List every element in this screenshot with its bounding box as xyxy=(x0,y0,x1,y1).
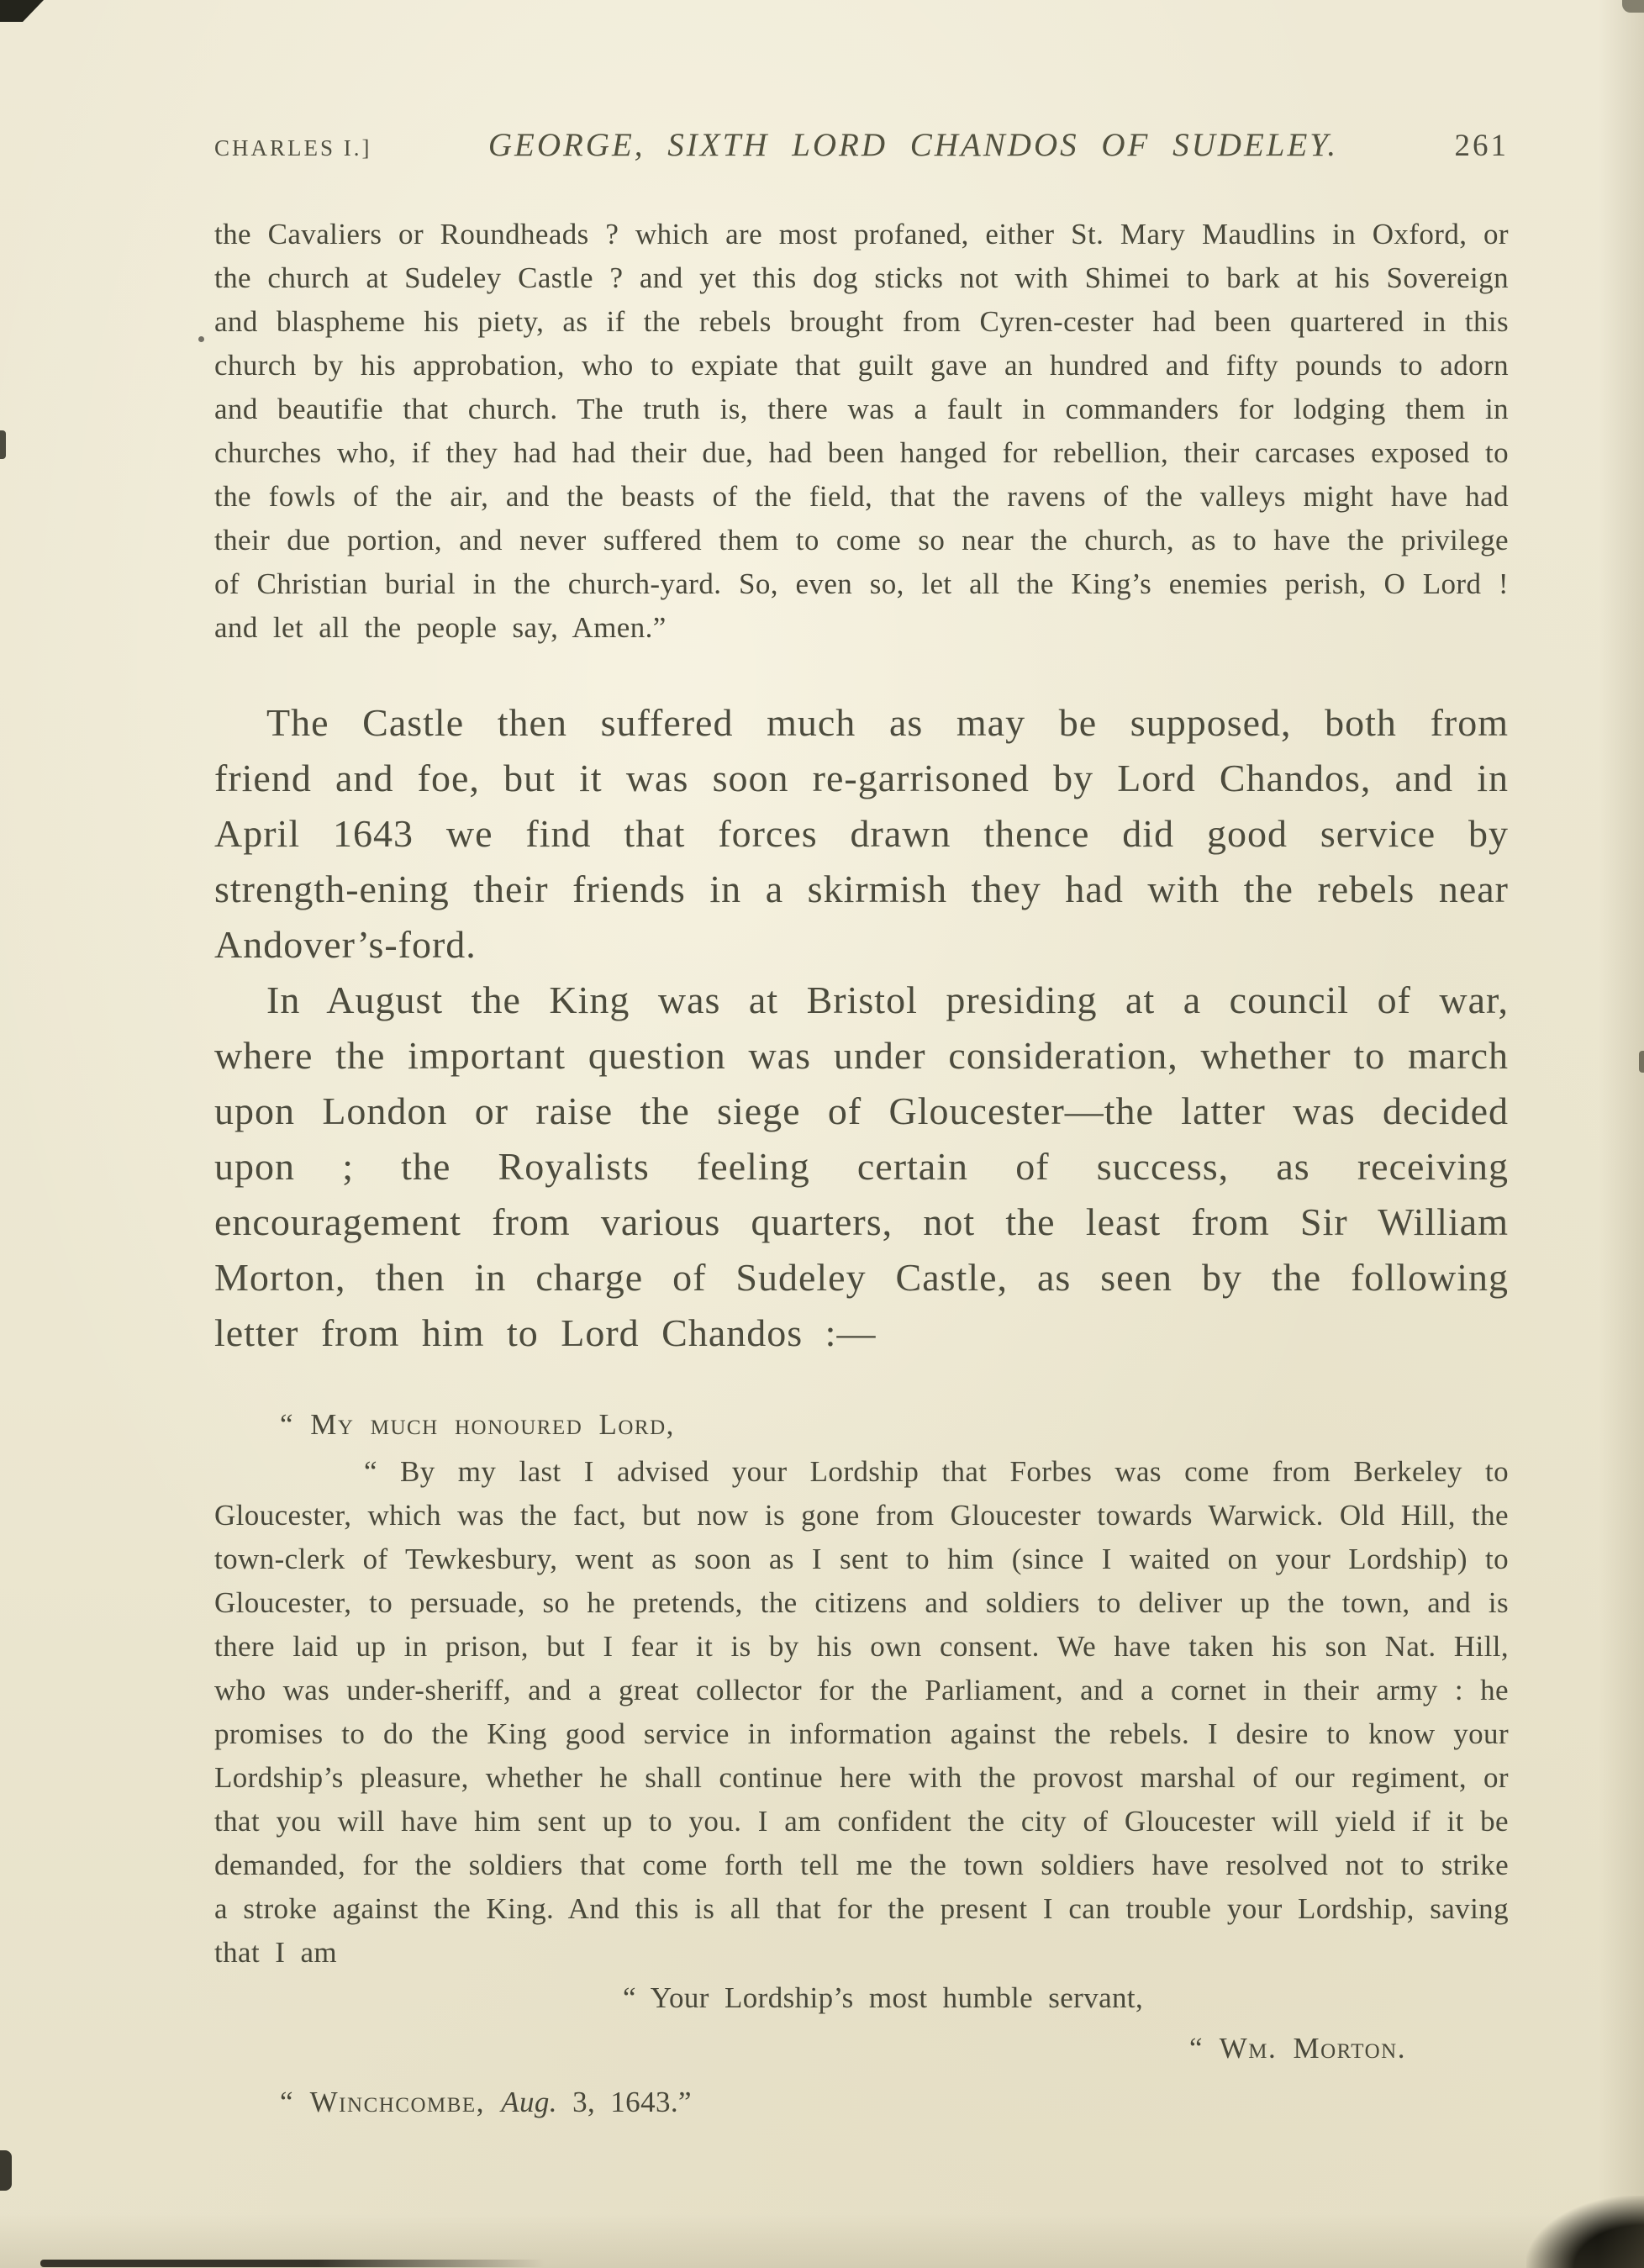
dateline-rest: 3, 1643.” xyxy=(556,2086,692,2118)
letter-salutation: “ My much honoured Lord, xyxy=(280,1408,675,1441)
scan-artifact-corner-bottom-left xyxy=(0,2150,12,2191)
paragraph-august: In August the King was at Bristol presiding at a council of war, where the important question was under consideration, whether to march upon London or raise the siege of Gloucester—the latter was decided upon ; the Royalists feeling certain of success, as receiving encouragement from various quarters, not the least from Sir William Morton, then in charge of Sudeley Castle, as seen by the following letter from him to Lord Chandos :— xyxy=(214,978,1509,1354)
page-header xyxy=(214,0,1509,164)
dateline-month: Aug. xyxy=(501,2086,557,2118)
scan-artifact-corner-top-right xyxy=(1622,0,1644,13)
letter-signature: “ Wm. Morton. xyxy=(1189,2032,1406,2065)
header-chapter-title: GEORGE, SIXTH LORD CHANDOS OF SUDELEY. xyxy=(487,127,1339,163)
paragraph-quote-continuation: the Cavaliers or Roundheads ? which are most profaned, either St. Mary Maudlins in Oxford, or the church at Sudeley Castle ? and yet this dog sticks not with Shimei to bark at his Sovereign and blaspheme his piety, as if the rebels brought from Cyren-cester had been quartered in this church by his approbation, who to expiate that guilt gave an hundred and fifty pounds to adorn and beautifie that church. The truth is, there was a fault in commanders for lodging them in churches who, if they had had their due, had been hanged for rebellion, their carcases exposed to the fowls of the air, and the beasts of the field, that the ravens of the valleys might have had their due portion, and never suffered them to come so near the church, as to have the privilege of Christian burial in the church-yard. So, even so, let all the King’s enemies perish, O Lord ! and let all the people say, Amen.” xyxy=(214,218,1509,644)
scan-artifact-corner-bottom-right xyxy=(1526,2196,1644,2268)
letter-closing: “ Your Lordship’s most humble servant, xyxy=(623,1981,1144,2014)
scan-artifact-right-edge xyxy=(1639,1051,1644,1073)
paragraph-castle: The Castle then suffered much as may be supposed, both from friend and foe, but it was soon re-garrisoned by Lord Chandos, and in April 1643 we find that forces drawn thence did good service by strength-ening their friends in a skirmish they had with the rebels near Andover’s-ford. xyxy=(214,701,1509,966)
morton-letter xyxy=(214,1403,1509,2124)
letter-body: “ By my last I advised your Lordship that Forbes was come from Berkeley to Gloucester, which was the fact, but now is gone from Gloucester towards Warwick. Old Hill, the town-clerk of Tewkesbury, went as soon as I sent to him (since I waited on your Lordship) to Gloucester, to persuade, so he pretends, the citizens and soldiers to deliver up the town, and is there laid up in prison, but I fear it is by his own consent. We have taken his son Nat. Hill, who was under-sheriff, and a great collector for the Parliament, and a cornet in their army : he promises to do the King good service in information against the rebels. I desire to know your Lordship’s pleasure, whether he shall continue here with the provost marshal of our regiment, or that you will have him sent up to you. I am confident the city of Gloucester will yield if it be demanded, for the soldiers that come forth tell me the town soldiers have resolved not to strike a stroke against the King. And this is all that for the present I can trouble your Lordship, saving that I am xyxy=(214,1455,1509,1969)
page-edge-shadow-right xyxy=(1599,0,1644,2268)
scan-artifact-margin-speck xyxy=(198,336,204,342)
scan-artifact-bottom-strip xyxy=(40,2260,545,2267)
header-regnal-label: CHARLES I.] xyxy=(214,135,372,161)
page-number: 261 xyxy=(1454,129,1509,163)
dateline-place: “ Winchcombe, xyxy=(280,2086,502,2118)
scan-artifact-left-edge xyxy=(0,430,6,459)
letter-dateline xyxy=(280,2081,1509,2124)
page-edge-shadow-bottom xyxy=(0,2214,1644,2268)
text-column xyxy=(214,0,1509,2124)
scan-artifact-corner-top-left xyxy=(0,0,44,22)
